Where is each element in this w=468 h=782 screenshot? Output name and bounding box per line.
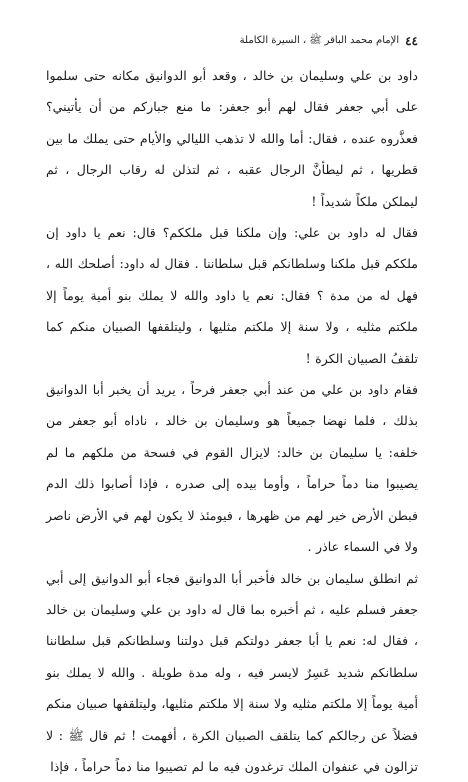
- paragraph: فقام داود بن علي من عند أبي جعفر فرحاً ، يريد أن يخبر أبا الدوانيق بذلك ، فلما نهضا جميعاً هو وسليمان بن خالد ، ناداه أبو جعفر من خلفه: يا سليمان بن خالد: لايزال القوم في فسحة من ملكهم ما لم يصيبوا منا دماً حراماً ، وأوما بيده إلى صدره ، فإذا أصابوا ذلك الدم فبطن الأرض خير لهم من ظهرها ، فيومئذ لا يكون لهم في الأرض ناصر ولا في السماء عاذر .: [46, 374, 418, 562]
- paragraph: فقال له داود بن علي: وإن ملكنا قبل ملككم؟ قال: نعم يا داود إن ملككم قبل ملكنا وسلطانكم قبل سلطاننا . فقال له داود: أصلحك الله ، فهل له من مدة ؟ فقال: نعم يا داود والله لا يملك بنو أمية يوماً إلا ملكتم مثليه ، ولا سنة إلا ملكتم مثليها ، وليتلقفها الصبيان منكم كما تلقفُ الصبيان الكرة !: [46, 217, 418, 374]
- paragraph: داود بن علي وسليمان بن خالد ، وقعد أبو الدوانيق مكانه حتى سلموا على أبي جعفر فقال لهم أبو جعفر: ما منع جباركم من أن يأتيني؟ فعذَّروه عنده ، فقال: أما والله لا تذهب الليالي والأيام حتى يملك ما بين قطريها ، ثم ليطأنَّ الرجال عقبه ، ثم لتذلن له رقاب الرجال ، ثم ليملكن ملكاً شديداً !: [46, 60, 418, 217]
- paragraph: ثم انطلق سليمان بن خالد فأخبر أبا الدوانيق فجاء أبو الدوانيق إلى أبي جعفر فسلم عليه ، ثم أخبره بما قال له داود بن علي وسليمان بن خالد ، فقال له: نعم يا أبا جعفر دولتكم قبل دولتنا وسلطانكم قبل سلطاننا سلطانكم شديد عَسِرٌ لايسر فيه ، وله مدة طويلة . والله لا يملك بنو أمية يوماً إلا ملكتم مثليه ولا سنة إلا ملكتم مثليها، وليتلقفها صبيان منكم فضلاً عن رجالكم كما يتلقف الصبيان الكرة ، أفهمت ! ثم قال ﷺ : لا تزالون في عنفوان الملك ترغدون فيه ما لم تصيبوا منا دماً حراماً ، فإذا: [46, 563, 418, 782]
- page-header: [50, 32, 418, 50]
- body-text: [46, 60, 418, 782]
- page-number: ٤٤: [405, 34, 418, 48]
- running-title: الإمام محمد الباقر ﷺ ، السيرة الكاملة: [240, 34, 399, 48]
